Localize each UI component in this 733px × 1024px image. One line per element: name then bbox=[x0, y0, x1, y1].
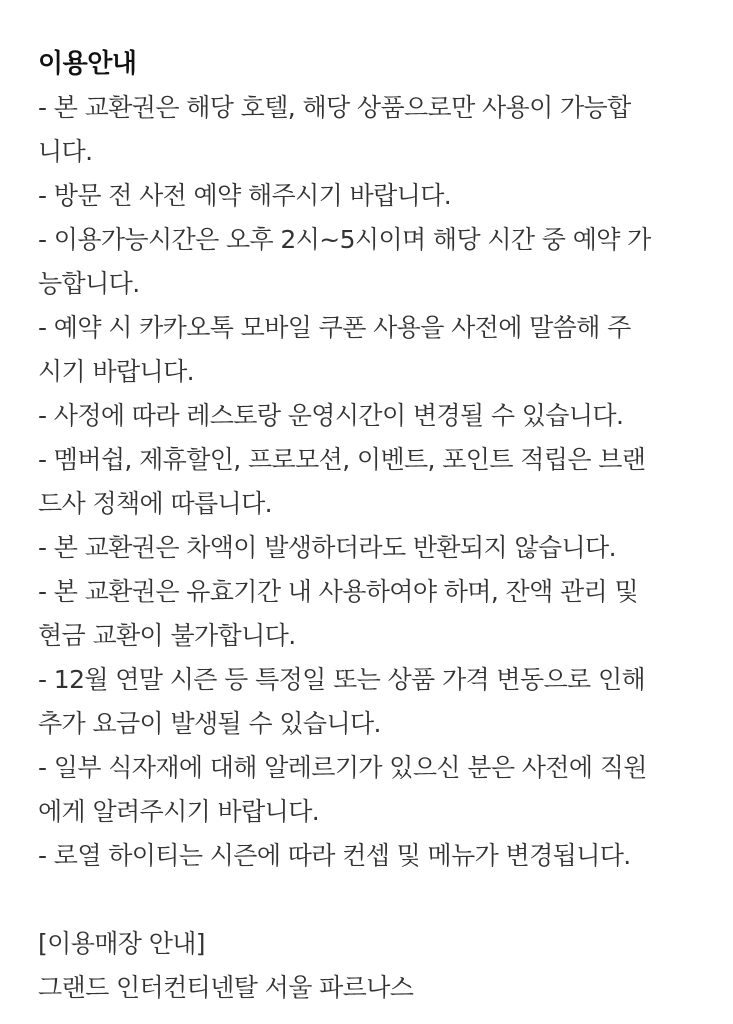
store-name: 그랜드 인터컨티넨탈 서울 파르나스 bbox=[38, 973, 414, 1002]
note-line: - 일부 식자재에 대해 알레르기가 있으신 분은 사전에 직원 bbox=[38, 753, 647, 782]
store-heading: [이용매장 안내] bbox=[38, 929, 205, 958]
note-line: - 로열 하이티는 시즌에 따라 컨셉 및 메뉴가 변경됩니다. bbox=[38, 841, 631, 870]
note-line: 에게 알려주시기 바랍니다. bbox=[38, 797, 320, 826]
note-line: 현금 교환이 불가합니다. bbox=[38, 621, 296, 650]
note-line: - 본 교환권은 유효기간 내 사용하여야 하며, 잔액 관리 및 bbox=[38, 577, 638, 606]
note-line: 능합니다. bbox=[38, 269, 140, 298]
note-line: - 사정에 따라 레스토랑 운영시간이 변경될 수 있습니다. bbox=[38, 401, 624, 430]
note-line: 니다. bbox=[38, 137, 93, 166]
note-line: 드사 정책에 따릅니다. bbox=[38, 489, 272, 518]
usage-guide bbox=[38, 42, 718, 1010]
page-title: 이용안내 bbox=[38, 49, 137, 79]
note-line: - 12월 연말 시즌 등 특정일 또는 상품 가격 변동으로 인해 bbox=[38, 665, 646, 694]
store-info bbox=[38, 922, 718, 1010]
usage-notes bbox=[38, 86, 718, 878]
note-line: - 본 교환권은 해당 호텔, 해당 상품으로만 사용이 가능합 bbox=[38, 93, 631, 122]
note-line: 추가 요금이 발생될 수 있습니다. bbox=[38, 709, 381, 738]
note-line: - 멤버쉽, 제휴할인, 프로모션, 이벤트, 포인트 적립은 브랜 bbox=[38, 445, 646, 474]
note-line: - 예약 시 카카오톡 모바일 쿠폰 사용을 사전에 말씀해 주 bbox=[38, 313, 631, 342]
note-line: - 이용가능시간은 오후 2시~5시이며 해당 시간 중 예약 가 bbox=[38, 225, 651, 254]
note-line: - 본 교환권은 차액이 발생하더라도 반환되지 않습니다. bbox=[38, 533, 616, 562]
note-line: 시기 바랍니다. bbox=[38, 357, 194, 386]
section-spacer bbox=[38, 878, 718, 922]
note-line: - 방문 전 사전 예약 해주시기 바랍니다. bbox=[38, 181, 452, 210]
